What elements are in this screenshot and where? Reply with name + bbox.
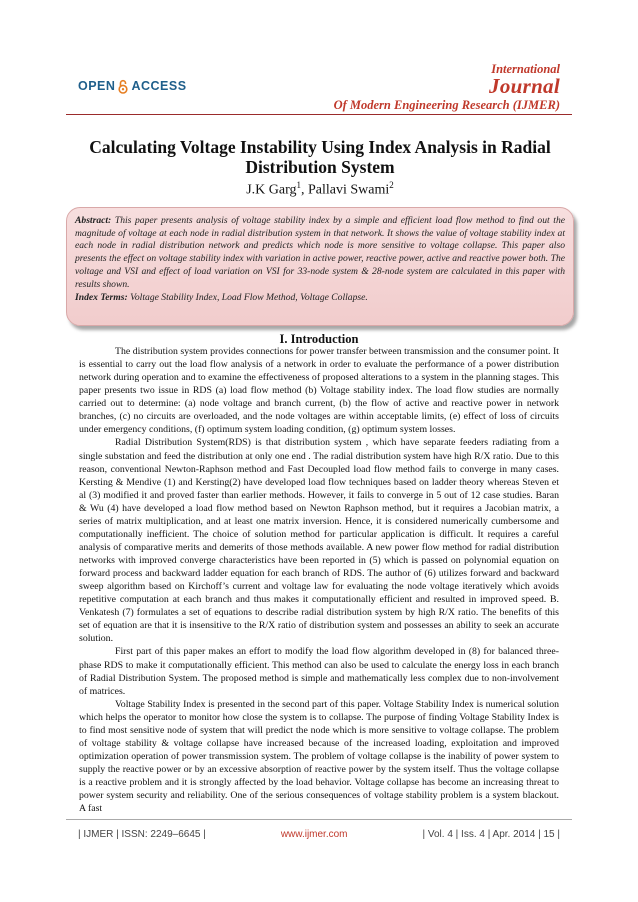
abstract bbox=[75, 215, 565, 291]
author-2: Pallavi Swami bbox=[308, 182, 390, 198]
open-access-word-open: OPEN bbox=[78, 79, 116, 93]
paper-title: Calculating Voltage Instability Using Index Analysis in Radial Distribution System bbox=[89, 137, 551, 177]
open-access-logo bbox=[78, 79, 187, 93]
index-terms-label: Index Terms: bbox=[75, 292, 128, 304]
index-terms bbox=[75, 292, 565, 305]
paragraph: Voltage Stability Index is presented in the second part of this paper. Voltage Stability Index is numerical solution which helps the operator to monitor how close the system is to collapse. The purpose of finding Voltage Stability Index is to find most sensitive node of system that will predict the node which is more sensitive to voltage collapse. The problem of voltage stability & voltage collapse have increased because of the increased loading, exploitation and improved optimization operation of power transmission system. The problem of voltage collapse is the inability of power system to supply the reactive power or by an excessive absorption of reactive power by the system itself. Thus the voltage collapse is a reactive problem and it is strongly affected by the load behavior. Voltage collapse has become an increasing threat to power system security and reliability. One of the serious consequences of voltage stability problem is a system blackout. A fast bbox=[79, 698, 559, 815]
paragraph: The distribution system provides connections for power transfer between transmission and the consumer point. It is essential to carry out the load flow analysis of a network in order to evaluate the performance of a power distribution network during operation and to examine the effectiveness of proposed alterations to a system in the planning stages. This paper presents two issue in RDS (a) load flow method (b) Voltage stability index. The load flow studies are normally carried out to determine: (a) node voltage and branch current, (b) the flow of active and reactive power in network branches, (c) no circuits are overloaded, and the node voltages are within acceptable limits, (e) effect of loss of circuits under emergency conditions, (f) optimum system loading condition, (g) optimum system losses. bbox=[79, 346, 559, 436]
body-text bbox=[79, 345, 559, 815]
abstract-label: Abstract: bbox=[75, 215, 112, 226]
header-international: International bbox=[491, 62, 560, 76]
footer-url-link[interactable]: www.ijmer.com bbox=[280, 829, 348, 840]
section-heading: I. Introduction bbox=[279, 332, 359, 346]
paragraph: Radial Distribution System(RDS) is that distribution system , which have separate feeders radiating from a single substation and feed the distribution at only one end . The radial distribution system have high R/X ratio. Due to this reason, conventional Newton-Raphson method and Fast Decoupled load flow method fails to converge in many cases. Kersting & Mendive (1) and Kersting(2) have developed load flow techniques based on ladder theory whereas Steven et al (3) modified it and proved faster than earlier methods. However, it fails to converge in 5 out of 12 case studies. Baran & Wu (4) have developed a load flow method based on Newton Raphson method, but it requires a Jacobian matrix, a series of matrix multiplication, and at least one matrix inversion. Hence, it is considered numerically cumbersome and computationally inefficient. The choice of solution method for particular application is difficult. It requires a careful analysis of comparative merits and demerits of those methods available. A new power flow method for radial distribution networks with improved converge characteristics have been reported in (5) which is passed on polynomial equation on forward process and backward ladder equation for each branch of RDS. The author of (6) utilizes forward and backward sweep algorithm based on Kirchoff’s current and voltage law for evaluating the node voltage iteratively which avoids repetitive computation at each branch and thus makes it computationally efficient and resulted in improved speed. B. Venkatesh (7) formulates a set of equations to describe radial distribution system by high R/X ratio. The benefits of this set of equation are that it is insensitive to the R/X ratio of distribution system and possesses an ability to seek an accurate solution. bbox=[79, 437, 559, 645]
author-1-affiliation: 1 bbox=[296, 180, 301, 190]
abstract-box bbox=[66, 207, 574, 326]
header-journal-subtitle: Of Modern Engineering Research (IJMER) bbox=[333, 98, 560, 112]
page-footer bbox=[78, 829, 560, 840]
header-journal: Journal bbox=[489, 74, 560, 98]
author-1: J.K Garg bbox=[246, 182, 297, 198]
abstract-text: This paper presents analysis of voltage stability index by a simple and efficient load flow method to find out the magnitude of voltage at each node in radial distribution system in that network. It shows the value of voltage stability index at each node in radial distribution network and predicts which node is more sensitive to voltage collapse. This paper also presents the effect on voltage stability index with variation in active power, reactive power, active and reactive power both. The voltage and VSI and effect of load variation on VSI for 33-node system & 28-node system are calculated in this paper with results shown. bbox=[75, 215, 565, 290]
footer-divider bbox=[66, 819, 572, 820]
open-access-lock-icon bbox=[118, 79, 128, 93]
index-terms-text: Voltage Stability Index, Load Flow Method, Voltage Collapse. bbox=[130, 292, 368, 304]
paragraph: First part of this paper makes an effort to modify the load flow algorithm developed in (8) for balanced three-phase RDS to make it computationally efficient. This method can also be used to calculate the energy loss in each branch of Radial Distribution System. The proposed method is simple and mathematically less complex due to non-involvement of matrices. bbox=[79, 646, 559, 697]
footer-issn: | IJMER | ISSN: 2249–6645 | bbox=[78, 829, 206, 840]
header-divider bbox=[66, 114, 572, 115]
footer-volume: | Vol. 4 | Iss. 4 | Apr. 2014 | 15 | bbox=[422, 829, 560, 840]
author-2-affiliation: 2 bbox=[389, 180, 394, 190]
open-access-word-access: ACCESS bbox=[131, 79, 187, 93]
paper-authors: J.K Garg$^1$, Pallavi Swami$^2$ bbox=[246, 180, 394, 198]
